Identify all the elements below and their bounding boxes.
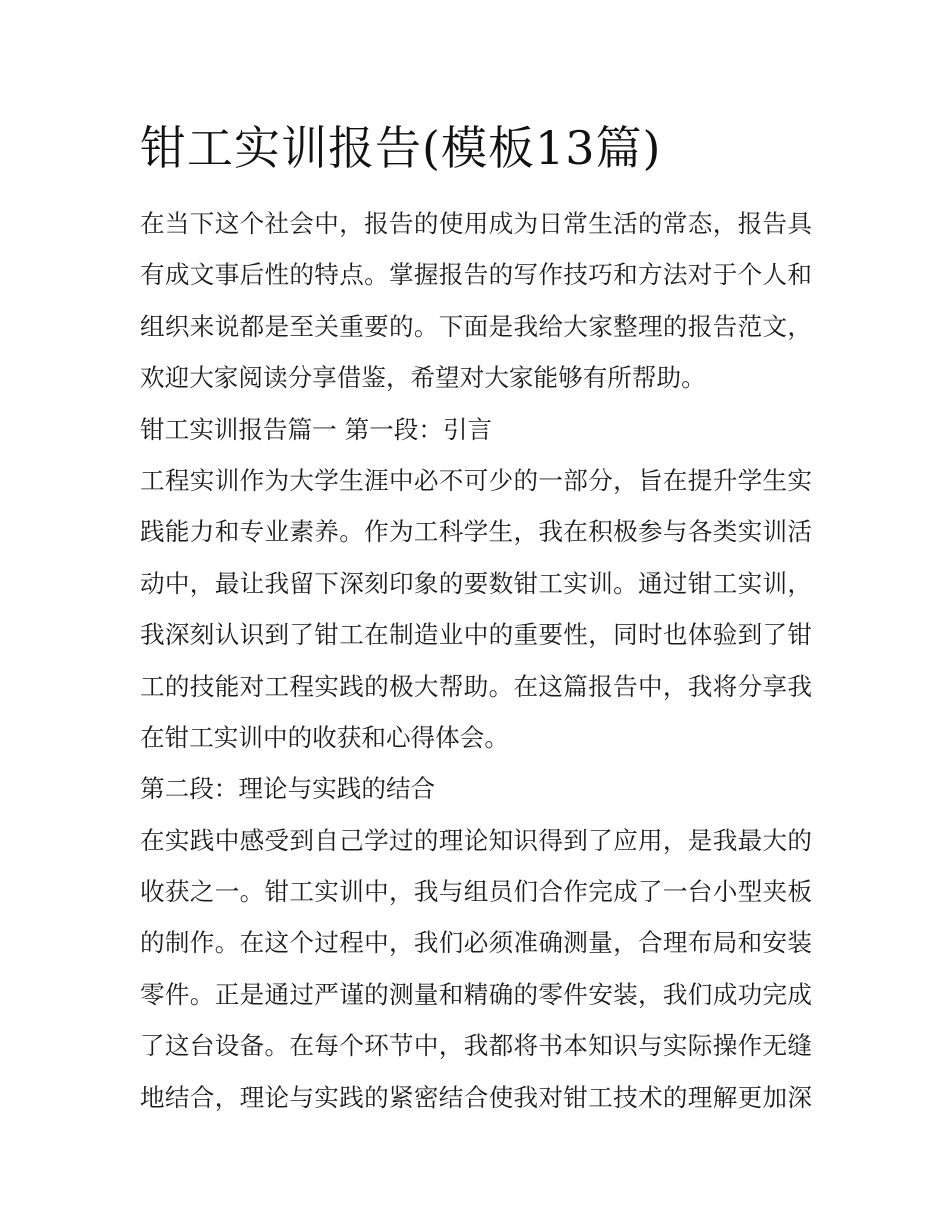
paragraph-line: 工的技能对工程实践的极大帮助。在这篇报告中，我将分享我: [140, 671, 812, 701]
paragraph-line: 我深刻认识到了钳工在制造业中的重要性，同时也体验到了钳: [140, 620, 812, 650]
document-title: 钳工实训报告(模板13篇): [140, 121, 662, 175]
paragraph-line: 收获之一。钳工实训中，我与组员们合作完成了一台小型夹板: [140, 877, 812, 907]
paragraph-line: 动中，最让我留下深刻印象的要数钳工实训。通过钳工实训，: [140, 568, 812, 598]
paragraph-line: 零件。正是通过严谨的测量和精确的零件安装，我们成功完成: [140, 979, 812, 1009]
paragraph-line: 践能力和专业素养。作为工科学生，我在积极参与各类实训活: [140, 517, 812, 547]
paragraph-line: 在实践中感受到自己学过的理论知识得到了应用，是我最大的: [140, 825, 812, 855]
paragraph-line: 欢迎大家阅读分享借鉴，希望对大家能够有所帮助。: [140, 363, 706, 393]
paragraph-line: 在当下这个社会中，报告的使用成为日常生活的常态，报告具: [140, 209, 812, 238]
document-body: [140, 198, 812, 1123]
paragraph-line: 工程实训作为大学生涯中必不可少的一部分，旨在提升学生实: [140, 465, 812, 495]
section-heading: 钳工实训报告篇一 第一段：引言: [140, 414, 493, 444]
paragraph-line: 了这台设备。在每个环节中，我都将书本知识与实际操作无缝: [140, 1031, 812, 1061]
paragraph-line: 地结合，理论与实践的紧密结合使我对钳工技术的理解更加深: [140, 1082, 812, 1112]
paragraph-line: 有成文事后性的特点。掌握报告的写作技巧和方法对于个人和: [140, 260, 812, 290]
paragraph-line: 的制作。在这个过程中，我们必须准确测量，合理布局和安装: [140, 928, 812, 958]
paragraph-line: 组织来说都是至关重要的。下面是我给大家整理的报告范文，: [140, 311, 812, 341]
paragraph-line: 在钳工实训中的收获和心得体会。: [140, 722, 509, 752]
section-heading: 第二段：理论与实践的结合: [140, 774, 436, 804]
